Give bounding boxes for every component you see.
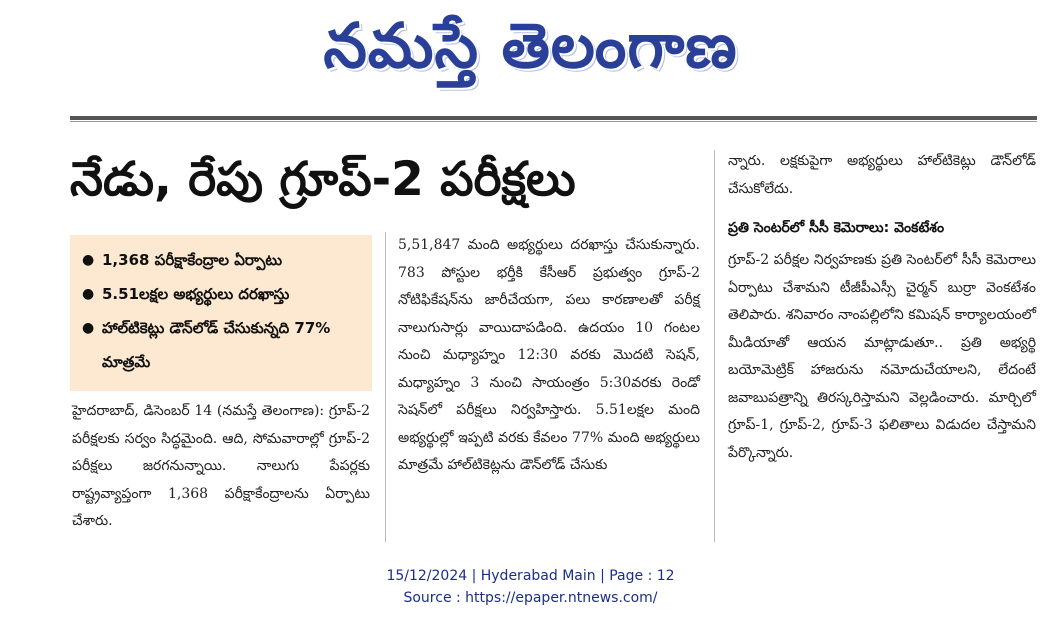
article-paragraph: న్నారు. లక్షకుపైగా అభ్యర్థులు హాల్‌టికెట్లు డౌన్‌లోడ్‌ చేసుకోలేదు. bbox=[728, 153, 1036, 197]
article-column-3 bbox=[728, 148, 1036, 467]
highlight-item: ● 5.51లక్షల అభ్యర్థులు దరఖాస్తు bbox=[82, 277, 360, 311]
masthead bbox=[0, 0, 1061, 100]
footer-edition-info: 15/12/2024 | Hyderabad Main | Page : 12 bbox=[386, 568, 675, 584]
article-column-2 bbox=[398, 232, 700, 480]
footer-source-link[interactable]: Source : https://epaper.ntnews.com/ bbox=[403, 590, 658, 606]
column-divider bbox=[385, 232, 386, 542]
page-footer bbox=[0, 565, 1061, 609]
article-paragraph: 5,51,847 మంది అభ్యర్థులు దరఖాస్తు చేసుకున్నారు. 783 పోస్టుల భర్తీకి కేసీఆర్‌ ప్రభుత్వం గ్రూప్‌-2 నోటిఫికేషన్‌ను జారీచేయగా, పలు కారణాలతో పరీక్ష నాలుగుసార్లు వాయిదాపడింది. ఉదయం 10 గంటల నుంచి మధ్యాహ్నం 12:30 వరకు మొదటి సెషన్‌, మధ్యాహ్నం 3 నుంచి సాయంత్రం 5:30వరకు రెండో సెషన్‌లో పరీక్షలు నిర్వహిస్తారు. 5.51లక్షల మంది అభ్యర్థుల్లో ఇప్పటి వరకు కేవలం 77% మంది అభ్యర్థులు మాత్రమే హాల్‌టికెట్లను డౌన్‌లోడ్‌ చేసుకు bbox=[398, 237, 700, 473]
highlight-item: ● 1,368 పరీక్షాకేంద్రాల ఏర్పాటు bbox=[82, 243, 360, 277]
newspaper-logo-title: నమస్తే తెలంగాణ bbox=[323, 9, 738, 82]
masthead-divider bbox=[70, 116, 1037, 120]
masthead-divider-thin bbox=[70, 121, 1037, 122]
bullet-icon: ● bbox=[82, 286, 95, 302]
article-column-1 bbox=[72, 398, 370, 536]
article-paragraph: హైదరాబాద్‌, డిసెంబర్‌ 14 (నమస్తే తెలంగాణ): గ్రూప్‌-2 పరీక్షలకు సర్వం సిద్ధమైంది. ఆది, సోమవారాల్లో గ్రూప్‌-2 పరీక్షలు జరగనున్నాయి. నాలుగు పేపర్లకు రాష్ట్రవ్యాప్తంగా 1,368 పరీక్షాకేంద్రాలను ఏర్పాటు చేశారు. bbox=[72, 403, 370, 529]
bullet-icon: ● bbox=[82, 252, 95, 268]
article-headline: నేడు, రేపు గ్రూప్‌-2 పరీక్షలు bbox=[70, 152, 576, 207]
article-paragraph: గ్రూప్‌-2 పరీక్షల నిర్వహణకు ప్రతి సెంటర్‌లో సీసీ కెమెరాలు ఏర్పాటు చేశామని టీజీపీఎస్సీ చైర్మన్‌ బుర్రా వెంకటేశం తెలిపారు. శనివారం నాంపల్లిలోని కమిషన్‌ కార్యాలయంలో మీడియాతో ఆయన మాట్లాడుతూ.. ప్రతి అభ్యర్థి బయోమెట్రిక్‌ హాజరును నమోదుచేయాలని, లేదంటే జవాబుపత్రాన్ని తిరస్కరిస్తామని వెల్లడించారు. మార్చిలో గ్రూప్‌-1, గ్రూప్‌-2, గ్రూప్‌-3 ఫలితాలు విడుదల చేస్తామని పేర్కొన్నారు. bbox=[728, 252, 1036, 461]
highlights-box bbox=[70, 235, 372, 391]
highlight-item: ● హాల్‌టికెట్లు డౌన్‌లోడ్‌ చేసుకున్నది 77% మాత్రమే bbox=[82, 311, 360, 379]
article-subheading: ప్రతి సెంటర్‌లో సీసీ కెమెరాలు: వెంకటేశం bbox=[728, 220, 945, 236]
column-divider bbox=[714, 150, 715, 542]
bullet-icon: ● bbox=[82, 320, 95, 336]
